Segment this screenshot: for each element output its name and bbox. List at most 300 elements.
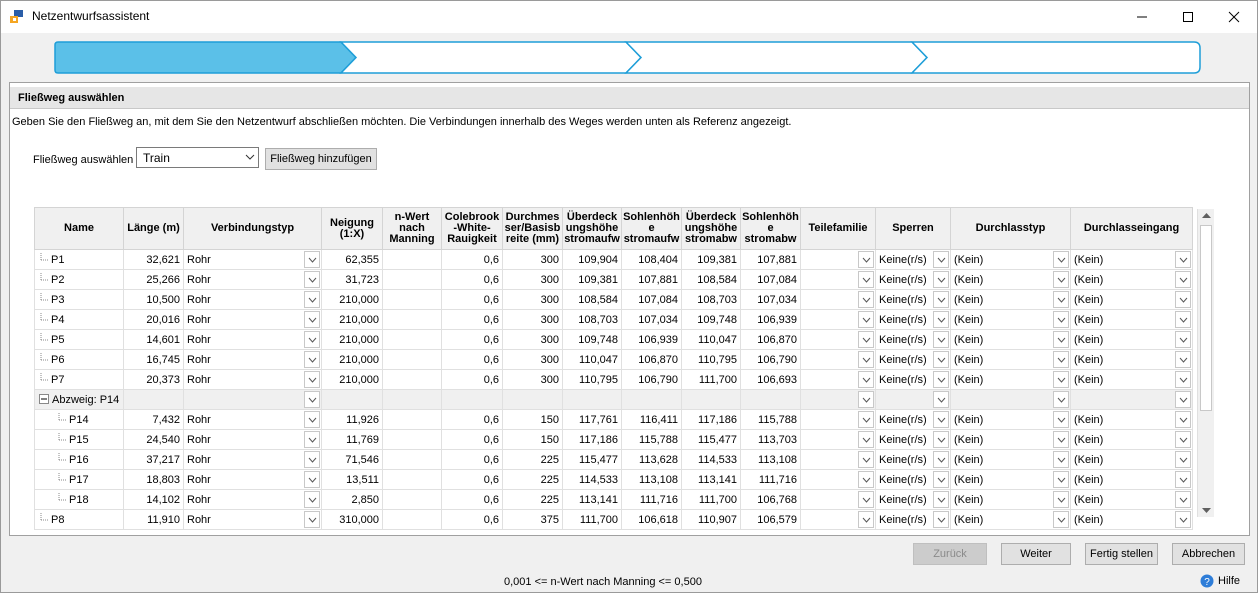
length-cell[interactable] [124, 490, 184, 510]
dropdown-button[interactable] [858, 391, 874, 408]
connection-type-cell[interactable] [184, 450, 322, 470]
manning-cell[interactable] [383, 330, 442, 350]
connection-type-cell[interactable] [184, 410, 322, 430]
culvert-inlet-cell[interactable] [1071, 330, 1193, 350]
dropdown-button[interactable] [1175, 431, 1191, 448]
culvert-type-cell[interactable] [951, 310, 1071, 330]
dropdown-button[interactable] [1175, 411, 1191, 428]
roughness-cell[interactable] [442, 490, 503, 510]
name-cell[interactable] [35, 330, 124, 350]
column-header[interactable] [322, 208, 383, 250]
empty-cell[interactable] [442, 390, 503, 410]
invert-downstream-cell[interactable] [741, 430, 801, 450]
roughness-cell[interactable] [442, 410, 503, 430]
invert-downstream-cell[interactable] [741, 450, 801, 470]
table-row[interactable] [35, 330, 1193, 350]
cover-downstream-cell[interactable] [682, 410, 741, 430]
dropdown-button[interactable] [1053, 311, 1069, 328]
diameter-cell[interactable] [503, 370, 563, 390]
manning-cell[interactable] [383, 250, 442, 270]
roughness-cell[interactable] [442, 310, 503, 330]
invert-upstream-cell[interactable] [622, 370, 682, 390]
connection-type-cell[interactable] [184, 270, 322, 290]
connection-type-cell[interactable] [184, 290, 322, 310]
lock-cell[interactable] [876, 330, 951, 350]
culvert-inlet-cell[interactable] [1071, 410, 1193, 430]
slope-cell[interactable] [322, 410, 383, 430]
finish-button[interactable]: Fertig stellen [1085, 543, 1158, 565]
cover-upstream-cell[interactable] [563, 510, 622, 530]
empty-cell[interactable] [383, 390, 442, 410]
cover-upstream-cell[interactable] [563, 270, 622, 290]
dropdown-button[interactable] [304, 371, 320, 388]
cover-downstream-cell[interactable] [682, 330, 741, 350]
culvert-inlet-cell[interactable] [1071, 390, 1193, 410]
scroll-up-icon[interactable] [1198, 209, 1215, 223]
dropdown-button[interactable] [858, 331, 874, 348]
part-family-cell[interactable] [801, 290, 876, 310]
cover-downstream-cell[interactable] [682, 450, 741, 470]
lock-cell[interactable] [876, 310, 951, 330]
flow-path-select[interactable] [136, 147, 259, 168]
invert-upstream-cell[interactable] [622, 490, 682, 510]
manning-cell[interactable] [383, 510, 442, 530]
invert-downstream-cell[interactable] [741, 510, 801, 530]
culvert-inlet-cell[interactable] [1071, 490, 1193, 510]
table-row[interactable] [35, 350, 1193, 370]
length-cell[interactable] [124, 470, 184, 490]
empty-cell[interactable] [563, 390, 622, 410]
back-button[interactable]: Zurück [913, 543, 987, 565]
name-cell[interactable] [35, 250, 124, 270]
part-family-cell[interactable] [801, 370, 876, 390]
invert-downstream-cell[interactable] [741, 470, 801, 490]
empty-cell[interactable] [682, 390, 741, 410]
lock-cell[interactable] [876, 470, 951, 490]
column-header[interactable] [184, 208, 322, 250]
minimize-button[interactable] [1119, 1, 1165, 33]
table-row[interactable] [35, 510, 1193, 530]
lock-cell[interactable] [876, 350, 951, 370]
cover-downstream-cell[interactable] [682, 510, 741, 530]
next-button[interactable]: Weiter [1001, 543, 1071, 565]
cover-downstream-cell[interactable] [682, 430, 741, 450]
dropdown-button[interactable] [1053, 271, 1069, 288]
lock-cell[interactable] [876, 490, 951, 510]
culvert-inlet-cell[interactable] [1071, 250, 1193, 270]
cover-upstream-cell[interactable] [563, 250, 622, 270]
dropdown-button[interactable] [1053, 471, 1069, 488]
cover-downstream-cell[interactable] [682, 270, 741, 290]
connection-type-cell[interactable] [184, 490, 322, 510]
name-cell[interactable] [35, 490, 124, 510]
lock-cell[interactable] [876, 290, 951, 310]
part-family-cell[interactable] [801, 510, 876, 530]
dropdown-button[interactable] [304, 511, 320, 528]
dropdown-button[interactable] [1053, 291, 1069, 308]
culvert-type-cell[interactable] [951, 370, 1071, 390]
diameter-cell[interactable] [503, 410, 563, 430]
table-row[interactable] [35, 490, 1193, 510]
length-cell[interactable] [124, 510, 184, 530]
roughness-cell[interactable] [442, 270, 503, 290]
invert-upstream-cell[interactable] [622, 350, 682, 370]
culvert-type-cell[interactable] [951, 510, 1071, 530]
culvert-type-cell[interactable] [951, 270, 1071, 290]
dropdown-button[interactable] [933, 491, 949, 508]
cover-upstream-cell[interactable] [563, 410, 622, 430]
lock-cell[interactable] [876, 270, 951, 290]
column-header[interactable] [622, 208, 682, 250]
cover-upstream-cell[interactable] [563, 370, 622, 390]
diameter-cell[interactable] [503, 290, 563, 310]
length-cell[interactable] [124, 270, 184, 290]
branch-row[interactable] [35, 390, 1193, 410]
connection-type-cell[interactable] [184, 250, 322, 270]
culvert-inlet-cell[interactable] [1071, 430, 1193, 450]
lock-cell[interactable] [876, 250, 951, 270]
invert-downstream-cell[interactable] [741, 270, 801, 290]
culvert-type-cell[interactable] [951, 290, 1071, 310]
column-header[interactable] [682, 208, 741, 250]
manning-cell[interactable] [383, 350, 442, 370]
diameter-cell[interactable] [503, 330, 563, 350]
slope-cell[interactable] [322, 510, 383, 530]
culvert-type-cell[interactable] [951, 350, 1071, 370]
slope-cell[interactable] [322, 370, 383, 390]
dropdown-button[interactable] [1053, 251, 1069, 268]
slope-cell[interactable] [322, 290, 383, 310]
diameter-cell[interactable] [503, 470, 563, 490]
dropdown-button[interactable] [1175, 511, 1191, 528]
dropdown-button[interactable] [1053, 451, 1069, 468]
cancel-button[interactable]: Abbrechen [1172, 543, 1245, 565]
name-cell[interactable] [35, 430, 124, 450]
manning-cell[interactable] [383, 370, 442, 390]
dropdown-button[interactable] [304, 451, 320, 468]
dropdown-button[interactable] [858, 371, 874, 388]
slope-cell[interactable] [322, 450, 383, 470]
dropdown-button[interactable] [858, 511, 874, 528]
cover-upstream-cell[interactable] [563, 310, 622, 330]
column-header[interactable] [876, 208, 951, 250]
length-cell[interactable] [124, 390, 184, 410]
column-header[interactable] [503, 208, 563, 250]
dropdown-button[interactable] [933, 291, 949, 308]
dropdown-button[interactable] [933, 451, 949, 468]
part-family-cell[interactable] [801, 410, 876, 430]
dropdown-button[interactable] [933, 271, 949, 288]
table-row[interactable] [35, 430, 1193, 450]
culvert-inlet-cell[interactable] [1071, 470, 1193, 490]
invert-upstream-cell[interactable] [622, 250, 682, 270]
culvert-type-cell[interactable] [951, 430, 1071, 450]
dropdown-button[interactable] [858, 351, 874, 368]
name-cell[interactable] [35, 350, 124, 370]
invert-upstream-cell[interactable] [622, 430, 682, 450]
dropdown-button[interactable] [933, 391, 949, 408]
culvert-inlet-cell[interactable] [1071, 310, 1193, 330]
length-cell[interactable] [124, 370, 184, 390]
lock-cell[interactable] [876, 390, 951, 410]
column-header[interactable] [563, 208, 622, 250]
invert-downstream-cell[interactable] [741, 350, 801, 370]
dropdown-button[interactable] [304, 291, 320, 308]
lock-cell[interactable] [876, 410, 951, 430]
diameter-cell[interactable] [503, 250, 563, 270]
part-family-cell[interactable] [801, 270, 876, 290]
dropdown-button[interactable] [933, 511, 949, 528]
invert-upstream-cell[interactable] [622, 290, 682, 310]
dropdown-button[interactable] [1053, 491, 1069, 508]
table-row[interactable] [35, 410, 1193, 430]
culvert-type-cell[interactable] [951, 410, 1071, 430]
connection-type-cell[interactable] [184, 470, 322, 490]
length-cell[interactable] [124, 330, 184, 350]
invert-upstream-cell[interactable] [622, 310, 682, 330]
table-row[interactable] [35, 450, 1193, 470]
manning-cell[interactable] [383, 310, 442, 330]
culvert-type-cell[interactable] [951, 490, 1071, 510]
diameter-cell[interactable] [503, 310, 563, 330]
invert-upstream-cell[interactable] [622, 450, 682, 470]
table-row[interactable] [35, 250, 1193, 270]
lock-cell[interactable] [876, 450, 951, 470]
name-cell[interactable] [35, 390, 124, 410]
invert-downstream-cell[interactable] [741, 290, 801, 310]
dropdown-button[interactable] [1175, 331, 1191, 348]
culvert-type-cell[interactable] [951, 330, 1071, 350]
dropdown-button[interactable] [933, 411, 949, 428]
dropdown-button[interactable] [933, 331, 949, 348]
diameter-cell[interactable] [503, 450, 563, 470]
invert-upstream-cell[interactable] [622, 330, 682, 350]
dropdown-button[interactable] [304, 411, 320, 428]
invert-upstream-cell[interactable] [622, 410, 682, 430]
roughness-cell[interactable] [442, 250, 503, 270]
connection-type-cell[interactable] [184, 310, 322, 330]
part-family-cell[interactable] [801, 310, 876, 330]
diameter-cell[interactable] [503, 270, 563, 290]
dropdown-button[interactable] [304, 431, 320, 448]
length-cell[interactable] [124, 450, 184, 470]
manning-cell[interactable] [383, 470, 442, 490]
add-flow-path-button[interactable]: Fließweg hinzufügen [265, 148, 377, 170]
connection-type-cell[interactable] [184, 430, 322, 450]
invert-downstream-cell[interactable] [741, 250, 801, 270]
dropdown-button[interactable] [304, 311, 320, 328]
cover-upstream-cell[interactable] [563, 490, 622, 510]
slope-cell[interactable] [322, 470, 383, 490]
culvert-type-cell[interactable] [951, 450, 1071, 470]
dropdown-button[interactable] [304, 271, 320, 288]
name-cell[interactable] [35, 270, 124, 290]
length-cell[interactable] [124, 410, 184, 430]
lock-cell[interactable] [876, 430, 951, 450]
culvert-inlet-cell[interactable] [1071, 450, 1193, 470]
cover-downstream-cell[interactable] [682, 490, 741, 510]
dropdown-button[interactable] [1053, 511, 1069, 528]
dropdown-button[interactable] [1053, 331, 1069, 348]
culvert-type-cell[interactable] [951, 470, 1071, 490]
connection-type-cell[interactable] [184, 330, 322, 350]
collapse-icon[interactable] [39, 394, 49, 404]
cover-upstream-cell[interactable] [563, 350, 622, 370]
cover-downstream-cell[interactable] [682, 370, 741, 390]
part-family-cell[interactable] [801, 350, 876, 370]
slope-cell[interactable] [322, 350, 383, 370]
connection-type-cell[interactable] [184, 390, 322, 410]
connection-type-cell[interactable] [184, 350, 322, 370]
table-row[interactable] [35, 290, 1193, 310]
close-button[interactable] [1211, 1, 1257, 33]
roughness-cell[interactable] [442, 370, 503, 390]
cover-downstream-cell[interactable] [682, 310, 741, 330]
manning-cell[interactable] [383, 450, 442, 470]
dropdown-button[interactable] [933, 471, 949, 488]
dropdown-button[interactable] [858, 311, 874, 328]
dropdown-button[interactable] [1175, 371, 1191, 388]
column-header[interactable] [741, 208, 801, 250]
dropdown-button[interactable] [858, 251, 874, 268]
roughness-cell[interactable] [442, 330, 503, 350]
dropdown-button[interactable] [1053, 411, 1069, 428]
part-family-cell[interactable] [801, 330, 876, 350]
invert-upstream-cell[interactable] [622, 270, 682, 290]
dropdown-button[interactable] [1175, 451, 1191, 468]
invert-downstream-cell[interactable] [741, 310, 801, 330]
column-header[interactable] [951, 208, 1071, 250]
dropdown-button[interactable] [858, 491, 874, 508]
slope-cell[interactable] [322, 250, 383, 270]
table-row[interactable] [35, 370, 1193, 390]
dropdown-button[interactable] [1053, 431, 1069, 448]
dropdown-button[interactable] [858, 471, 874, 488]
length-cell[interactable] [124, 250, 184, 270]
diameter-cell[interactable] [503, 430, 563, 450]
diameter-cell[interactable] [503, 350, 563, 370]
empty-cell[interactable] [503, 390, 563, 410]
cover-upstream-cell[interactable] [563, 450, 622, 470]
manning-cell[interactable] [383, 430, 442, 450]
column-header[interactable] [801, 208, 876, 250]
dropdown-button[interactable] [1175, 311, 1191, 328]
part-family-cell[interactable] [801, 430, 876, 450]
dropdown-button[interactable] [304, 331, 320, 348]
column-header[interactable] [1071, 208, 1193, 250]
dropdown-button[interactable] [1175, 291, 1191, 308]
roughness-cell[interactable] [442, 430, 503, 450]
dropdown-button[interactable] [933, 371, 949, 388]
connection-type-cell[interactable] [184, 510, 322, 530]
roughness-cell[interactable] [442, 450, 503, 470]
invert-downstream-cell[interactable] [741, 370, 801, 390]
manning-cell[interactable] [383, 270, 442, 290]
name-cell[interactable] [35, 410, 124, 430]
length-cell[interactable] [124, 430, 184, 450]
cover-downstream-cell[interactable] [682, 290, 741, 310]
dropdown-button[interactable] [1053, 391, 1069, 408]
roughness-cell[interactable] [442, 350, 503, 370]
part-family-cell[interactable] [801, 450, 876, 470]
dropdown-button[interactable] [933, 311, 949, 328]
dropdown-button[interactable] [933, 431, 949, 448]
dropdown-button[interactable] [858, 291, 874, 308]
empty-cell[interactable] [622, 390, 682, 410]
cover-downstream-cell[interactable] [682, 470, 741, 490]
culvert-inlet-cell[interactable] [1071, 290, 1193, 310]
roughness-cell[interactable] [442, 470, 503, 490]
column-header[interactable] [442, 208, 503, 250]
part-family-cell[interactable] [801, 390, 876, 410]
culvert-type-cell[interactable] [951, 250, 1071, 270]
dropdown-button[interactable] [1175, 391, 1191, 408]
lock-cell[interactable] [876, 510, 951, 530]
name-cell[interactable] [35, 290, 124, 310]
dropdown-button[interactable] [1175, 251, 1191, 268]
invert-downstream-cell[interactable] [741, 490, 801, 510]
empty-cell[interactable] [322, 390, 383, 410]
dropdown-button[interactable] [304, 251, 320, 268]
roughness-cell[interactable] [442, 290, 503, 310]
dropdown-button[interactable] [1053, 371, 1069, 388]
table-row[interactable] [35, 270, 1193, 290]
dropdown-button[interactable] [858, 431, 874, 448]
help-link[interactable] [1200, 574, 1240, 588]
culvert-inlet-cell[interactable] [1071, 370, 1193, 390]
manning-cell[interactable] [383, 290, 442, 310]
manning-cell[interactable] [383, 410, 442, 430]
dropdown-button[interactable] [858, 451, 874, 468]
dropdown-button[interactable] [1175, 351, 1191, 368]
dropdown-button[interactable] [858, 271, 874, 288]
diameter-cell[interactable] [503, 490, 563, 510]
dropdown-button[interactable] [304, 491, 320, 508]
length-cell[interactable] [124, 290, 184, 310]
cover-upstream-cell[interactable] [563, 470, 622, 490]
length-cell[interactable] [124, 350, 184, 370]
culvert-type-cell[interactable] [951, 390, 1071, 410]
name-cell[interactable] [35, 370, 124, 390]
column-header[interactable] [124, 208, 184, 250]
cover-upstream-cell[interactable] [563, 330, 622, 350]
cover-downstream-cell[interactable] [682, 250, 741, 270]
dropdown-button[interactable] [933, 251, 949, 268]
dropdown-button[interactable] [933, 351, 949, 368]
table-row[interactable] [35, 310, 1193, 330]
table-row[interactable] [35, 470, 1193, 490]
grid-vertical-scrollbar[interactable] [1197, 209, 1214, 517]
invert-downstream-cell[interactable] [741, 330, 801, 350]
name-cell[interactable] [35, 310, 124, 330]
name-cell[interactable] [35, 470, 124, 490]
slope-cell[interactable] [322, 490, 383, 510]
culvert-inlet-cell[interactable] [1071, 270, 1193, 290]
invert-upstream-cell[interactable] [622, 470, 682, 490]
invert-upstream-cell[interactable] [622, 510, 682, 530]
dropdown-button[interactable] [1175, 271, 1191, 288]
scroll-down-icon[interactable] [1198, 503, 1215, 517]
slope-cell[interactable] [322, 270, 383, 290]
cover-upstream-cell[interactable] [563, 430, 622, 450]
part-family-cell[interactable] [801, 490, 876, 510]
name-cell[interactable] [35, 450, 124, 470]
dropdown-button[interactable] [304, 391, 320, 408]
dropdown-button[interactable] [858, 411, 874, 428]
maximize-button[interactable] [1165, 1, 1211, 33]
invert-downstream-cell[interactable] [741, 410, 801, 430]
dropdown-button[interactable] [1175, 491, 1191, 508]
